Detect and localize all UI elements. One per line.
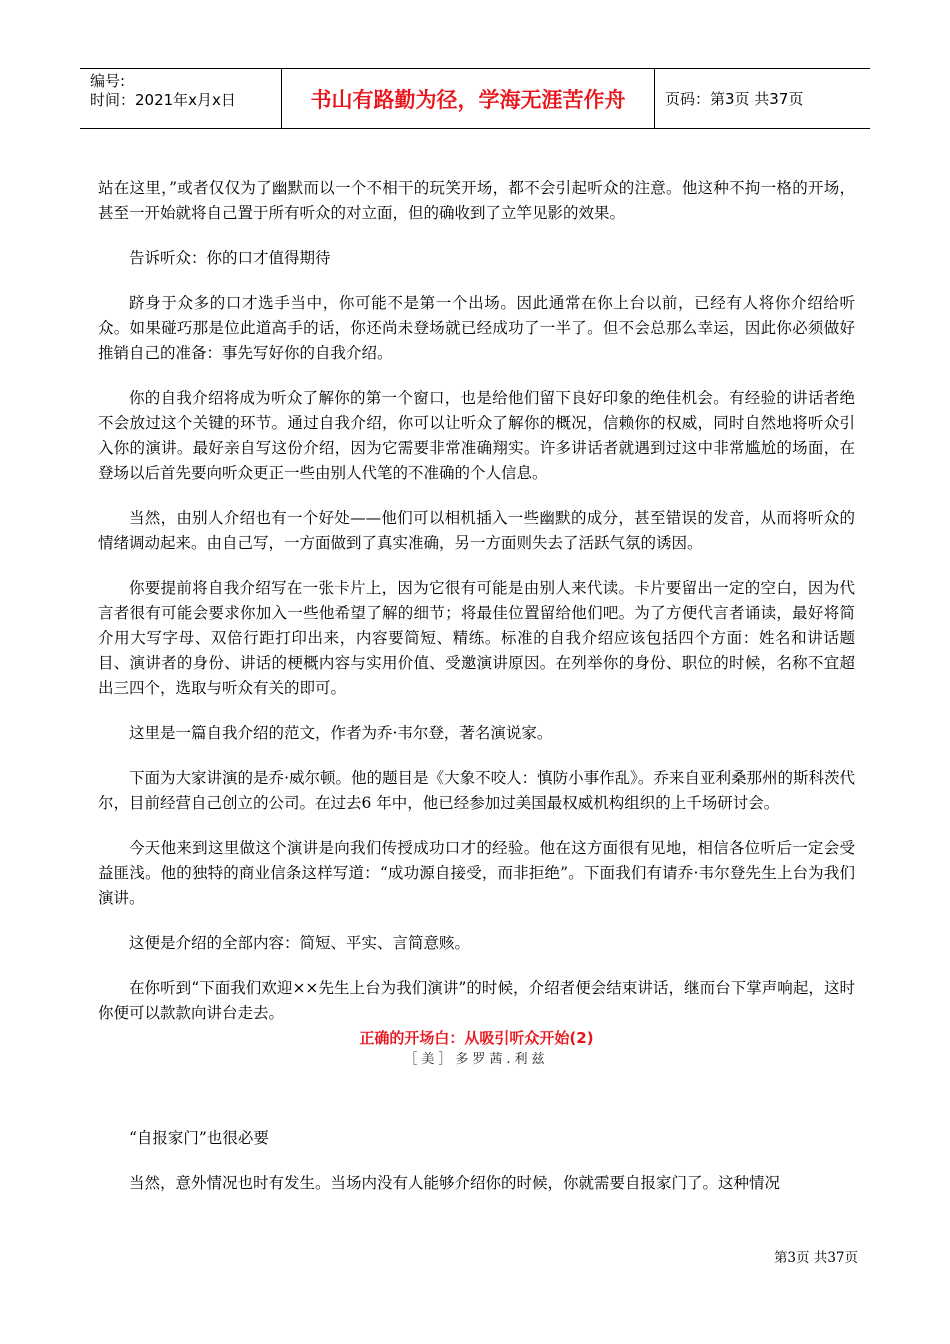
paragraph: 这里是一篇自我介绍的范文，作者为乔·韦尔登，著名演说家。 xyxy=(129,724,553,742)
paragraph-heading: 告诉听众：你的口才值得期待 xyxy=(129,249,331,267)
header-motto: 书山有路勤为径，学海无涯苦作舟 xyxy=(282,69,655,128)
paragraph: 跻身于众多的口才选手当中，你可能不是第一个出场。因此通常在你上台以前，已经有人将你介绍给听众。如果碰巧那是位此道高手的话，你还尚未登场就已经成功了一半了。但不会总那么幸运，因此你必须做好推销自己的准备：事先写好你的自我介绍。 xyxy=(98,294,855,362)
paragraph-heading: “自报家门”也很必要 xyxy=(129,1129,269,1147)
header-meta xyxy=(80,69,282,128)
paragraph: 这便是介绍的全部内容：简短、平实、言简意赅。 xyxy=(129,934,471,952)
page-header xyxy=(80,68,870,129)
page-footer-number: 第3页 共37页 xyxy=(773,1250,858,1266)
paragraph: 今天他来到这里做这个演讲是向我们传授成功口才的经验。他在这方面很有见地，相信各位听后一定会受益匪浅。他的独特的商业信条这样写道：“成功源自接受，而非拒绝”。下面我们有请乔·韦尔登先生上台为我们演讲。 xyxy=(98,839,855,907)
section-title: 正确的开场白：从吸引听众开始(2) xyxy=(359,1029,594,1047)
document-time-label: 时间：2021年x月x日 xyxy=(90,91,236,109)
paragraph: 在你听到“下面我们欢迎××先生上台为我们演讲”的时候，介绍者便会结束讲话，继而台下掌声响起，这时你便可以款款向讲台走去。 xyxy=(98,979,855,1022)
paragraph: 下面为大家讲演的是乔·威尔顿。他的题目是《大象不咬人：慎防小事作乱》。乔来自亚利桑那州的斯科茨代尔，目前经营自己创立的公司。在过去6 年中，他已经参加过美国最权威机构组织的上千场研讨会。 xyxy=(98,769,855,812)
section-author: ［美］多罗茜.利兹 xyxy=(404,1052,549,1067)
header-page-number: 页码：第3页 共37页 xyxy=(665,90,804,108)
document-number-label: 编号: xyxy=(90,72,126,90)
paragraph: 站在这里，”或者仅仅为了幽默而以一个不相干的玩笑开场，都不会引起听众的注意。他这种不拘一格的开场，甚至一开始就将自己置于所有听众的对立面，但的确收到了立竿见影的效果。 xyxy=(98,179,855,222)
document-body xyxy=(98,176,855,1216)
paragraph: 当然，由别人介绍也有一个好处——他们可以相机插入一些幽默的成分，甚至错误的发音，从而将听众的情绪调动起来。由自己写，一方面做到了真实准确，另一方面则失去了活跃气氛的诱因。 xyxy=(98,509,855,552)
paragraph: 你的自我介绍将成为听众了解你的第一个窗口，也是给他们留下良好印象的绝佳机会。有经验的讲话者绝不会放过这个关键的环节。通过自我介绍，你可以让听众了解你的概况，信赖你的权威，同时自然地将听众引入你的演讲。最好亲自写这份介绍，因为它需要非常准确翔实。许多讲话者就遇到过这中非常尴尬的场面，在登场以后首先要向听众更正一些由别人代笔的不准确的个人信息。 xyxy=(98,389,855,482)
paragraph: 当然，意外情况也时有发生。当场内没有人能够介绍你的时候，你就需要自报家门了。这种情况 xyxy=(129,1174,781,1192)
paragraph: 你要提前将自我介绍写在一张卡片上，因为它很有可能是由别人来代读。卡片要留出一定的空白，因为代言者很有可能会要求你加入一些他希望了解的细节；将最佳位置留给他们吧。为了方便代言者诵读，最好将简介用大写字母、双倍行距打印出来，内容要简短、精练。标准的自我介绍应该包括四个方面：姓名和讲话题目、演讲者的身份、讲话的梗概内容与实用价值、受邀演讲原因。在列举你的身份、职位的时候，名称不宜超出三四个，选取与听众有关的即可。 xyxy=(98,579,855,697)
